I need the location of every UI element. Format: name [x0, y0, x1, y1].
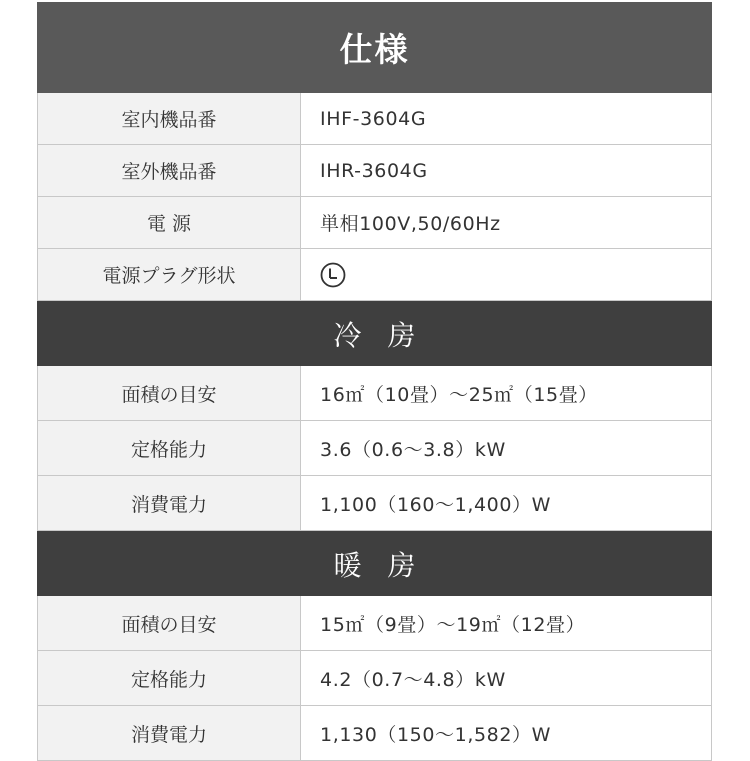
- cooling-spec-table: [37, 366, 712, 531]
- table-row: [38, 93, 711, 145]
- table-row: [38, 651, 711, 706]
- row-label: 定格能力: [38, 651, 301, 705]
- table-row: [38, 249, 711, 301]
- row-value: 15㎡（9畳）～19㎡（12畳）: [320, 613, 586, 636]
- heating-spec-table: [37, 596, 712, 761]
- row-value: IHR-3604G: [320, 159, 428, 182]
- row-label: 電源プラグ形状: [38, 249, 301, 300]
- spec-sheet: [37, 2, 712, 761]
- heating-heading-text: 暖房: [333, 548, 442, 582]
- row-label: 室外機品番: [38, 145, 301, 196]
- row-value: 4.2（0.7～4.8）kW: [320, 668, 506, 691]
- cooling-section-heading: [37, 301, 712, 366]
- table-row: [38, 596, 711, 651]
- cooling-heading-text: 冷房: [333, 318, 442, 352]
- row-label: 面積の目安: [38, 596, 301, 650]
- row-label: 定格能力: [38, 421, 301, 475]
- general-spec-table: [37, 93, 712, 301]
- row-label: 消費電力: [38, 476, 301, 530]
- row-label: 電 源: [38, 197, 301, 248]
- table-row: [38, 366, 711, 421]
- row-label: 面積の目安: [38, 366, 301, 420]
- table-row: [38, 145, 711, 197]
- row-value: IHF-3604G: [320, 107, 427, 130]
- row-value: 1,130（150～1,582）W: [320, 723, 552, 746]
- row-value: [301, 249, 711, 300]
- heating-section-heading: [37, 531, 712, 596]
- row-value: 単相100V,50/60Hz: [320, 213, 501, 235]
- row-label: 消費電力: [38, 706, 301, 760]
- table-row: [38, 197, 711, 249]
- table-row: [38, 476, 711, 531]
- page-title: [37, 2, 712, 93]
- row-value: 16㎡（10畳）～25㎡（15畳）: [320, 383, 598, 406]
- table-row: [38, 706, 711, 761]
- plug-shape-icon: [320, 262, 346, 288]
- page-title-text: 仕様: [339, 30, 410, 69]
- row-value: 3.6（0.6～3.8）kW: [320, 438, 506, 461]
- row-label: 室内機品番: [38, 93, 301, 144]
- table-row: [38, 421, 711, 476]
- row-value: 1,100（160～1,400）W: [320, 493, 552, 516]
